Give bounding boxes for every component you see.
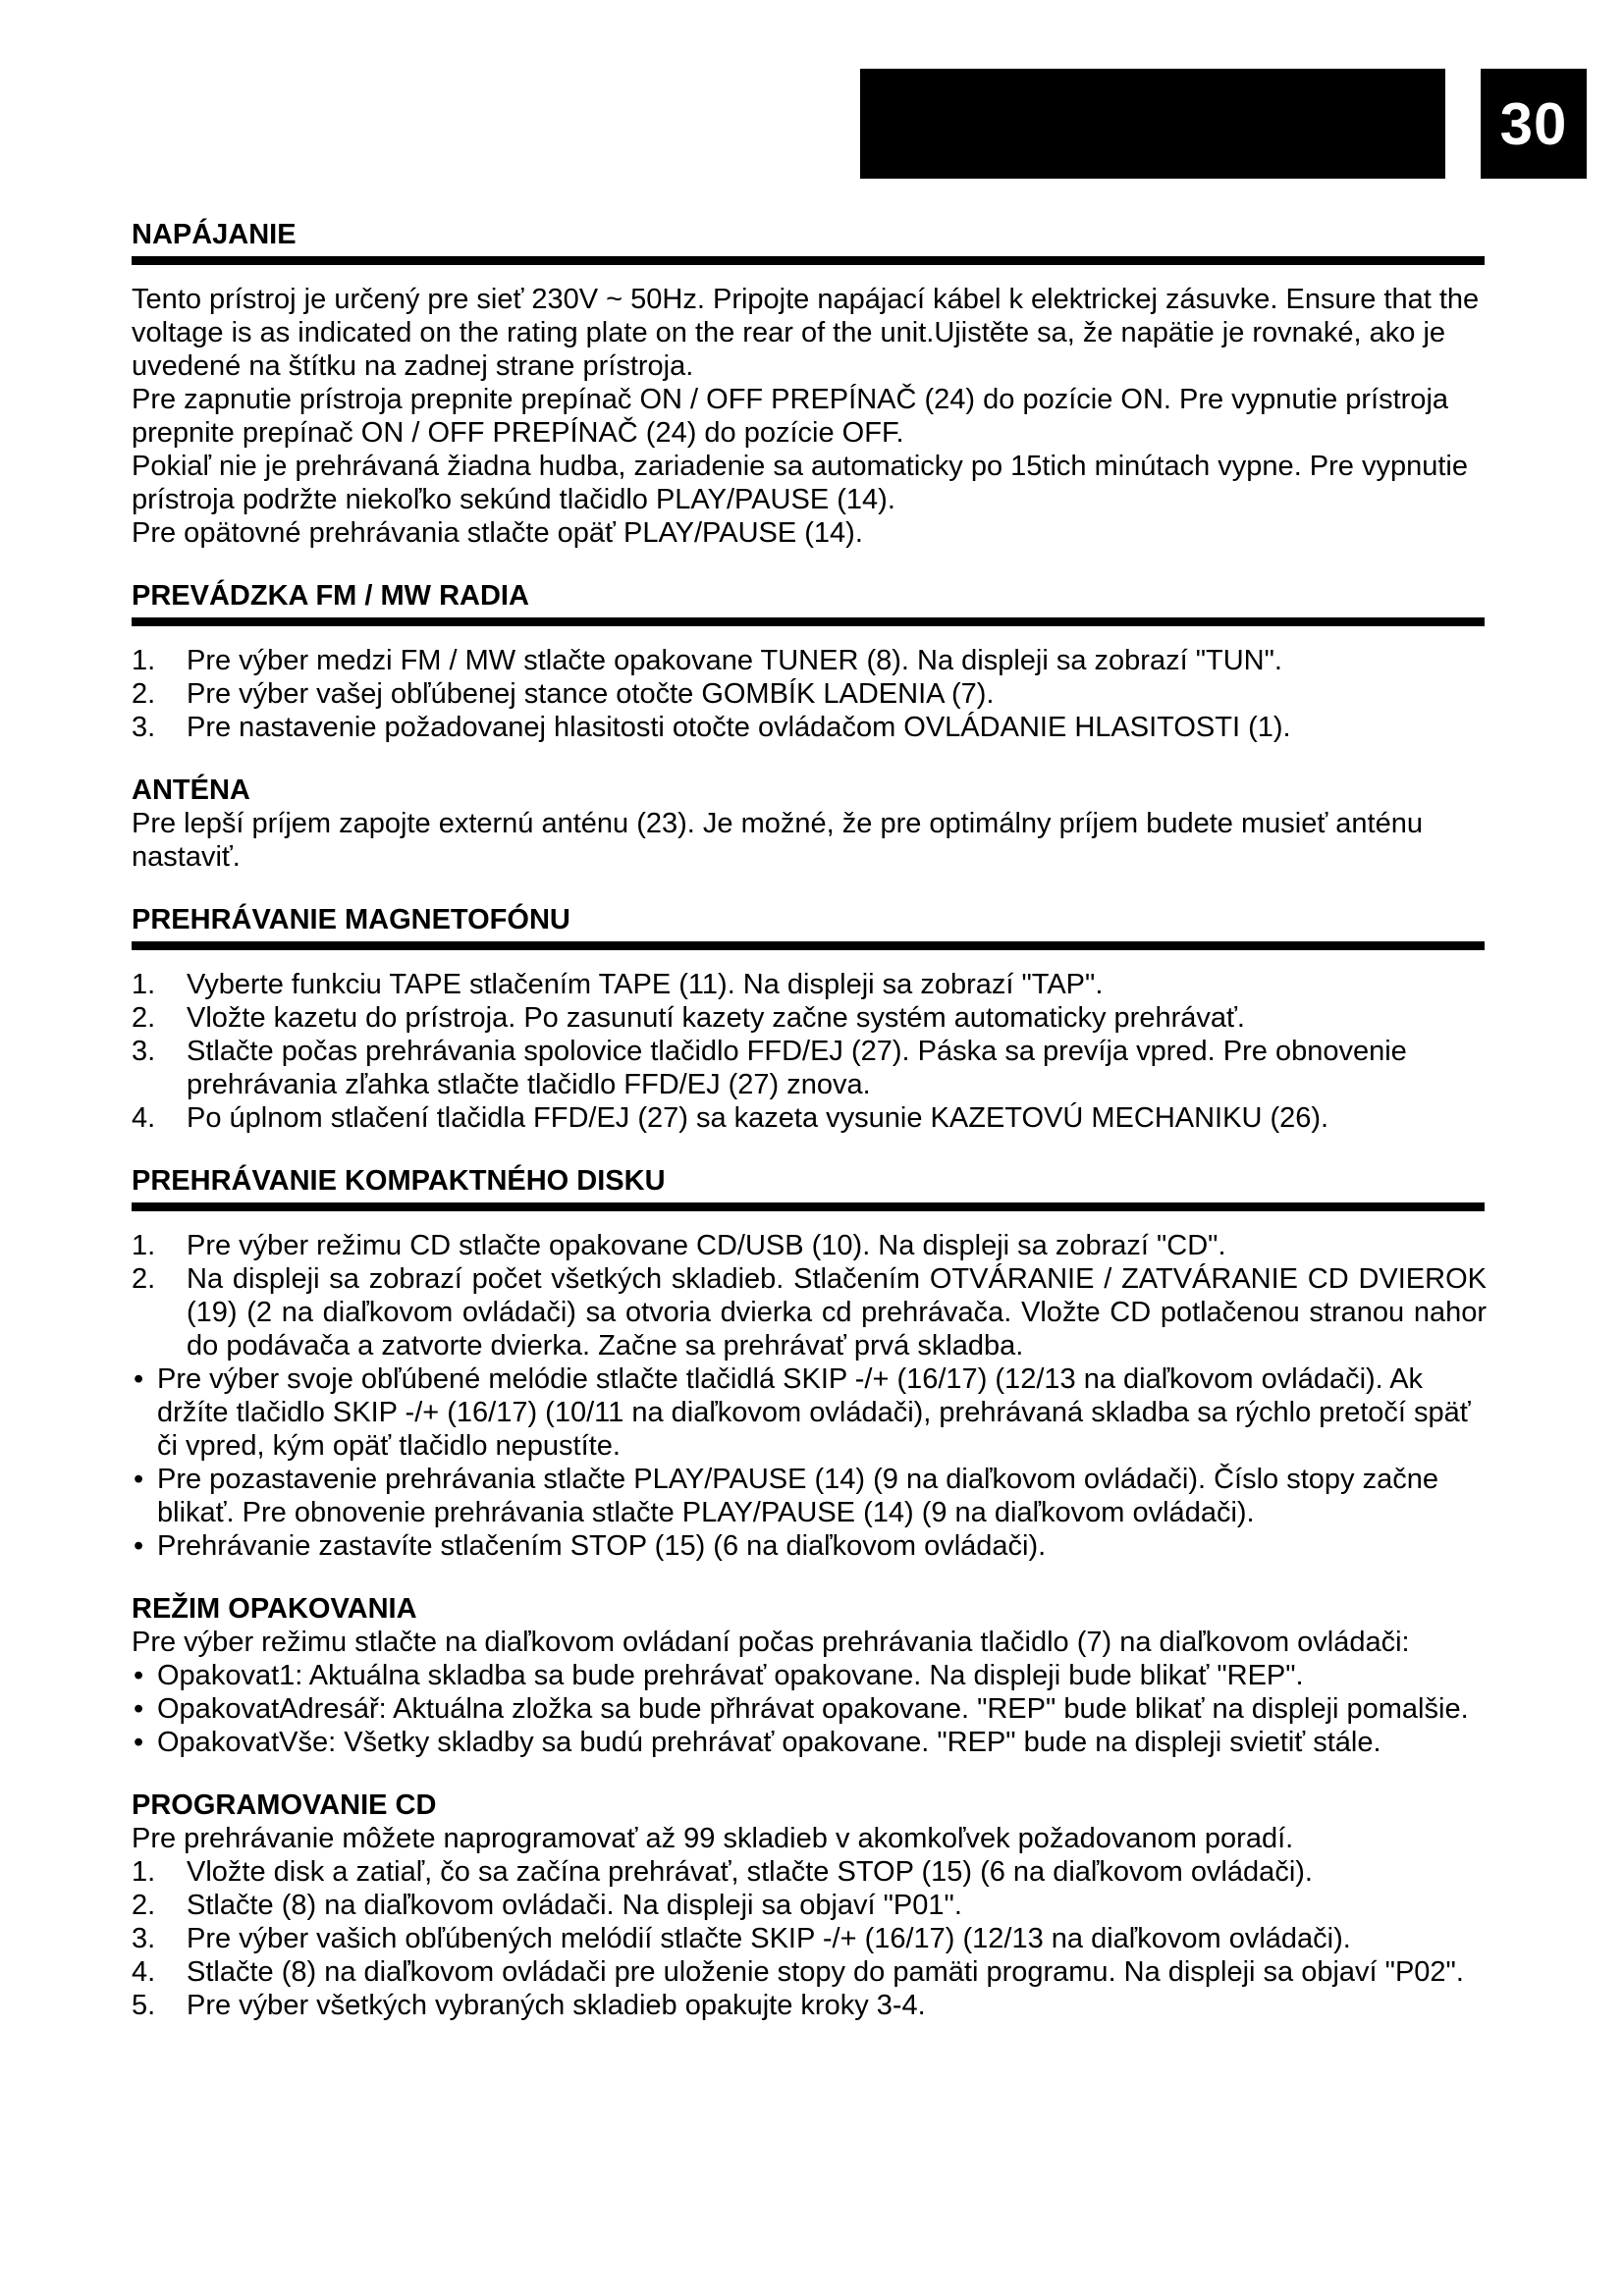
section-rule [132, 617, 1485, 626]
list-item: • OpakovatAdresář: Aktuálna zložka sa bude přhrávat opakovane. "REP" bude blikať na displeji pomalšie. [132, 1692, 1487, 1726]
list-item: 3. Stlačte počas prehrávania spolovice tlačidlo FFD/EJ (27). Páska sa prevíja vpred. Pre obnovenie prehrávania zľahka stlačte tlačidlo FFD/EJ (27) znova. [132, 1036, 1407, 1100]
list-item: 1. Pre výber medzi FM / MW stlačte opakovane TUNER (8). Na displeji sa zobrazí "TUN". [132, 645, 1282, 676]
power-paragraph-1: Tento prístroj je určený pre sieť 230V ~ 50Hz. Pripojte napájací kábel k elektrickej zásuvke. Ensure that the voltage is as indicated on the rating plate on the rear of the unit.Ujistěte sa, že napätie je rovnaké, ako je uvedené na štítku na zadnej strane prístroja. [132, 284, 1480, 382]
antenna-paragraph: Pre lepší príjem zapojte externú anténu (23). Je možné, že pre optimálny príjem budete musieť anténu nastaviť. [132, 808, 1423, 873]
section-title-tape: PREHRÁVANIE MAGNETOFÓNU [132, 904, 570, 935]
radio-steps [132, 644, 1487, 744]
section-title-repeat: REŽIM OPAKOVANIA [132, 1593, 417, 1625]
program-steps [132, 1855, 1487, 2022]
list-item: • Pre výber svoje obľúbené melódie stlačte tlačidlá SKIP -/+ (16/17) (12/13 na diaľkovom ovládači). Ak držíte tlačidlo SKIP -/+ (16/17) (10/11 na diaľkovom ovládači), prehrávaná skladba sa rýchlo pretočí späť či vpred, kým opäť tlačidlo nepustíte. [132, 1362, 1487, 1463]
section-radio [132, 579, 1487, 744]
cd-bullets [132, 1362, 1487, 1563]
cd-steps [132, 1229, 1487, 1362]
section-title-program: PROGRAMOVANIE CD [132, 1789, 437, 1821]
section-title-radio: PREVÁDZKA FM / MW RADIA [132, 580, 529, 612]
list-item: 4. Stlačte (8) na diaľkovom ovládači pre uloženie stopy do pamäti programu. Na displeji sa objaví "P02". [132, 1956, 1464, 1988]
list-item: 2. Na displeji sa zobrazí počet všetkých skladieb. Stlačením OTVÁRANIE / ZATVÁRANIE CD DVIEROK (19) (2 na diaľkovom ovládači) sa otvoria dvierka cd prehrávača. Vložte CD potlačenou stranou nahor do podávača a zatvorte dvierka. Začne sa prehrávať prvá skladba. [132, 1263, 1487, 1362]
section-program [132, 1789, 1487, 2022]
list-item: 3. Pre výber vašich obľúbených melódií stlačte SKIP -/+ (16/17) (12/13 na diaľkovom ovládači). [132, 1923, 1351, 1954]
section-antenna [132, 774, 1487, 874]
power-paragraph-4: Pre opätovné prehrávania stlačte opäť PLAY/PAUSE (14). [132, 517, 863, 549]
list-item: 5. Pre výber všetkých vybraných skladieb opakujte kroky 3-4. [132, 1990, 926, 2021]
section-repeat [132, 1592, 1487, 1759]
list-item: 1. Vložte disk a zatiaľ, čo sa začína prehrávať, stlačte STOP (15) (6 na diaľkovom ovládači). [132, 1856, 1313, 1888]
section-power [132, 218, 1487, 550]
section-cd [132, 1164, 1487, 1563]
section-title-power: NAPÁJANIE [132, 219, 297, 250]
page-number: 30 [1481, 69, 1587, 179]
list-item: • Prehrávanie zastavíte stlačením STOP (15) (6 na diaľkovom ovládači). [132, 1529, 1487, 1563]
list-item: 1. Pre výber režimu CD stlačte opakovane CD/USB (10). Na displeji sa zobrazí "CD". [132, 1230, 1226, 1261]
power-paragraph-3: Pokiaľ nie je prehrávaná žiadna hudba, zariadenie sa automaticky po 15tich minútach vypne. Pre vypnutie prístroja podržte niekoľko sekúnd tlačidlo PLAY/PAUSE (14). [132, 451, 1469, 515]
section-title-cd: PREHRÁVANIE KOMPAKTNÉHO DISKU [132, 1165, 666, 1197]
section-title-antenna: ANTÉNA [132, 774, 250, 806]
list-item: • Opakovat1: Aktuálna skladba sa bude prehrávať opakovane. Na displeji bude blikať "REP". [132, 1659, 1487, 1692]
section-rule [132, 941, 1485, 950]
program-intro: Pre prehrávanie môžete naprogramovať až 99 skladieb v akomkoľvek požadovanom poradí. [132, 1823, 1294, 1854]
tape-steps [132, 968, 1487, 1135]
list-item: • Pre pozastavenie prehrávania stlačte PLAY/PAUSE (14) (9 na diaľkovom ovládači). Číslo stopy začne blikať. Pre obnovenie prehrávania stlačte PLAY/PAUSE (14) (9 na diaľkovom ovládači). [132, 1463, 1487, 1529]
power-paragraph-2: Pre zapnutie prístroja prepnite prepínač ON / OFF PREPÍNAČ (24) do pozície ON. Pre vypnutie prístroja prepnite prepínač ON / OFF PREPÍNAČ (24) do pozície OFF. [132, 384, 1449, 449]
list-item: 4. Po úplnom stlačení tlačidla FFD/EJ (27) sa kazeta vysunie KAZETOVÚ MECHANIKU (26). [132, 1102, 1329, 1134]
repeat-bullets [132, 1659, 1487, 1759]
list-item: 2. Stlačte (8) na diaľkovom ovládači. Na displeji sa objaví "P01". [132, 1890, 962, 1921]
section-tape [132, 903, 1487, 1135]
section-rule [132, 256, 1485, 265]
list-item: 1. Vyberte funkciu TAPE stlačením TAPE (11). Na displeji sa zobrazí "TAP". [132, 969, 1104, 1000]
section-rule [132, 1202, 1485, 1211]
manual-content [132, 218, 1487, 2022]
list-item: 3. Pre nastavenie požadovanej hlasitosti otočte ovládačom OVLÁDANIE HLASITOSTI (1). [132, 712, 1291, 743]
list-item: 2. Vložte kazetu do prístroja. Po zasunutí kazety začne systém automaticky prehrávať. [132, 1002, 1245, 1034]
repeat-intro: Pre výber režimu stlačte na diaľkovom ovládaní počas prehrávania tlačidlo (7) na diaľkovom ovládači: [132, 1627, 1410, 1658]
header-black-bar [860, 69, 1445, 179]
list-item: • OpakovatVše: Všetky skladby sa budú prehrávať opakovane. "REP" bude na displeji svietiť stále. [132, 1726, 1487, 1759]
list-item: 2. Pre výber vašej obľúbenej stance otočte GOMBÍK LADENIA (7). [132, 678, 995, 710]
